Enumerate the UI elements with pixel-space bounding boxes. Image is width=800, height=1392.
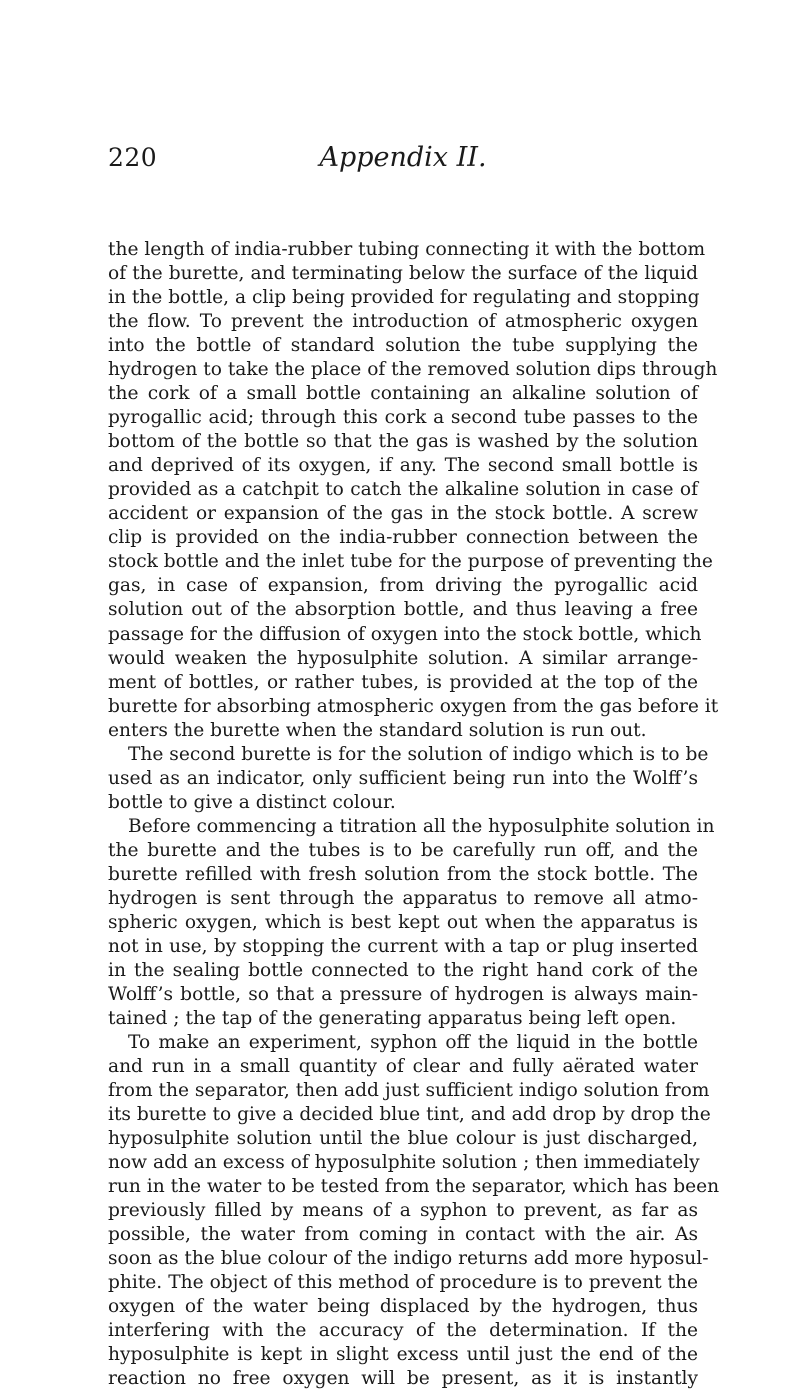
text-line: phite. The object of this method of procedure is to prevent the — [108, 1272, 698, 1294]
text-line: the burette and the tubes is to be carefully run off, and the — [108, 839, 698, 861]
text-line: in the bottle, a clip being provided for regulating and stopping — [108, 287, 700, 309]
text-line: accident or expansion of the gas in the stock bottle. A screw — [108, 503, 698, 525]
text-line: the length of india-rubber tubing connecting it with the bottom — [108, 239, 706, 260]
text-line: in the sealing bottle connected to the right hand cork of the — [108, 959, 698, 981]
text-line: used as an indicator, only sufficient being run into the Wolff’s — [108, 767, 698, 789]
text-line: from the separator, then add just sufficient indigo solution from — [108, 1080, 710, 1102]
text-line: of the burette, and terminating below the surface of the liquid — [108, 263, 698, 285]
text-line: stock bottle and the inlet tube for the purpose of preventing the — [108, 551, 713, 573]
text-line: now add an excess of hyposulphite solution ; then immediately — [108, 1152, 700, 1174]
text-line: burette refilled with fresh solution from the stock bottle. The — [108, 863, 698, 885]
text-line: soon as the blue colour of the indigo returns add more hyposul- — [108, 1248, 709, 1270]
text-line: run in the water to be tested from the separator, which has been — [108, 1176, 720, 1198]
text-line: hydrogen to take the place of the removed solution dips through — [108, 359, 718, 381]
text-line: Before commencing a titration all the hyposulphite solution in — [128, 815, 715, 837]
text-line: gas, in case of expansion, from driving the pyrogallic acid — [108, 575, 698, 597]
text-line: hyposulphite is kept in slight excess until just the end of the — [108, 1344, 698, 1366]
text-line: its burette to give a decided blue tint, and add drop by drop the — [108, 1104, 711, 1126]
text-line: into the bottle of standard solution the tube supplying the — [108, 335, 698, 357]
text-line: To make an experiment, syphon off the liquid in the bottle — [128, 1032, 698, 1054]
text-line: hyposulphite solution until the blue colour is just discharged, — [108, 1128, 698, 1150]
text-line: possible, the water from coming in contact with the air. As — [108, 1224, 698, 1246]
text-line: Wolff’s bottle, so that a pressure of hydrogen is always main- — [108, 983, 698, 1005]
text-line: the flow. To prevent the introduction of atmospheric oxygen — [108, 311, 698, 333]
text-line: and run in a small quantity of clear and fully aërated water — [108, 1056, 698, 1078]
text-line: spheric oxygen, which is best kept out when the apparatus is — [108, 911, 698, 933]
text-line: pyrogallic acid; through this cork a second tube passes to the — [108, 407, 698, 429]
text-line: clip is provided on the india-rubber connection between the — [108, 527, 698, 549]
text-line: hydrogen is sent through the apparatus to remove all atmo- — [108, 887, 698, 909]
page-header — [108, 138, 698, 178]
text-line: previously filled by means of a syphon to prevent, as far as — [108, 1200, 698, 1222]
text-line: would weaken the hyposulphite solution. A similar arrange- — [108, 647, 698, 669]
text-line: oxygen of the water being displaced by the hydrogen, thus — [108, 1296, 698, 1318]
text-line: enters the burette when the standard solution is run out. — [108, 719, 647, 741]
text-line: not in use, by stopping the current with a tap or plug inserted — [108, 935, 698, 957]
text-line: bottom of the bottle so that the gas is washed by the solution — [108, 431, 698, 453]
page-number: 220 — [108, 143, 158, 172]
text-line: reaction no free oxygen will be present, as it is instantly — [108, 1368, 698, 1390]
text-line: bottle to give a distinct colour. — [108, 791, 396, 813]
running-head: Appendix II. — [319, 142, 487, 173]
text-line: The second burette is for the solution of indigo which is to be — [128, 743, 709, 765]
text-line: ment of bottles, or rather tubes, is provided at the top of the — [108, 671, 698, 693]
text-line: tained ; the tap of the generating apparatus being left open. — [108, 1008, 677, 1029]
text-line: solution out of the absorption bottle, and thus leaving a free — [108, 599, 698, 621]
text-line: interfering with the accuracy of the determination. If the — [108, 1320, 698, 1342]
text-line: the cork of a small bottle containing an alkaline solution of — [108, 383, 698, 405]
text-line: burette for absorbing atmospheric oxygen from the gas before it — [108, 695, 719, 717]
text-line: provided as a catchpit to catch the alkaline solution in case of — [108, 479, 698, 501]
text-line: passage for the diffusion of oxygen into the stock bottle, which — [108, 623, 702, 645]
body-text — [108, 238, 720, 1392]
text-line: and deprived of its oxygen, if any. The second small bottle is — [108, 455, 698, 477]
